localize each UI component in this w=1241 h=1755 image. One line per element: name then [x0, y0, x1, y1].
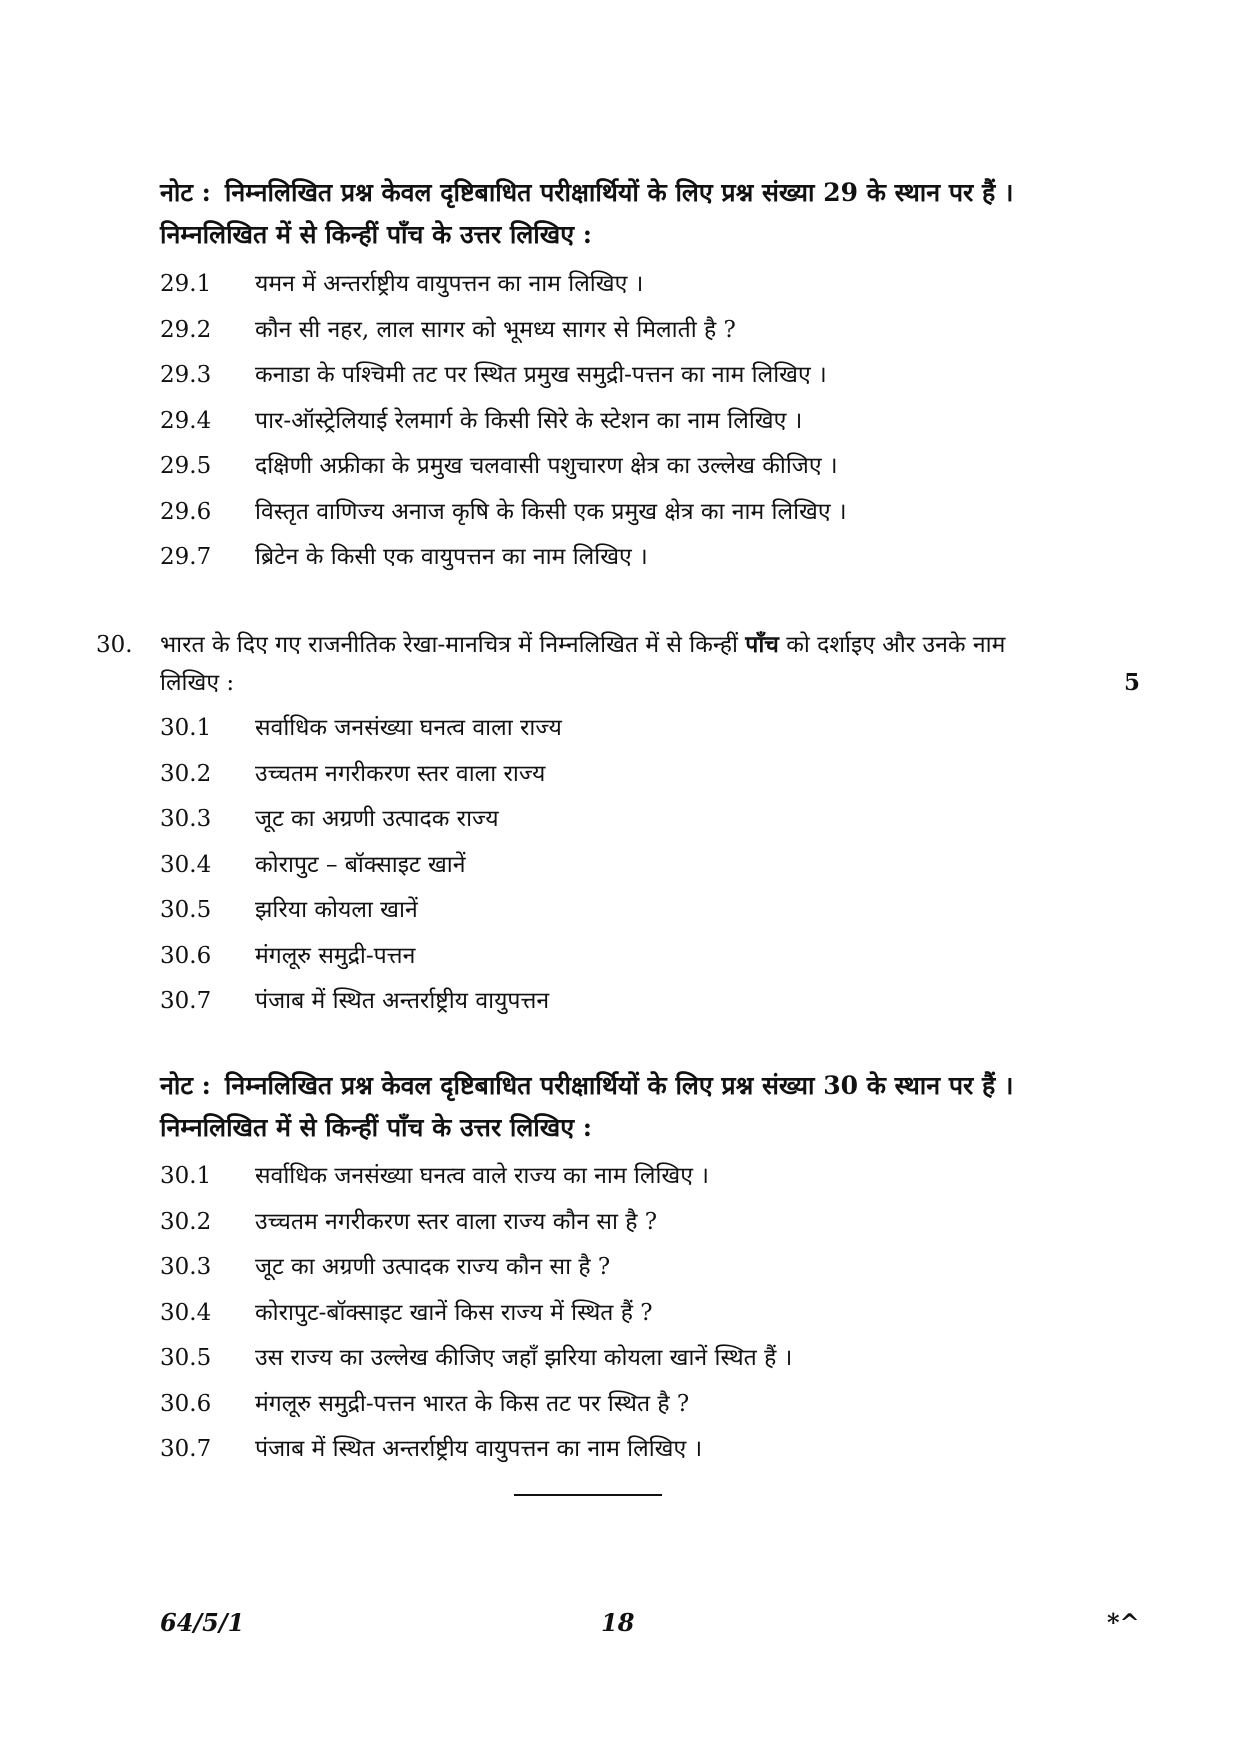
- item-number: 30.3: [160, 1254, 212, 1280]
- item-text: मंगलूरु समुद्री-पत्तन: [255, 942, 416, 969]
- item-number: 30.7: [160, 1436, 212, 1462]
- list-item: [160, 888, 1080, 934]
- note-text: निम्नलिखित प्रश्न केवल दृष्टिबाधित परीक्षार्थियों के लिए प्रश्न संख्या 30 के स्थान पर हैं ।: [224, 1071, 1014, 1100]
- end-rule: [514, 1494, 662, 1496]
- item-number: 30.1: [160, 715, 212, 741]
- item-text: झरिया कोयला खानें: [255, 897, 418, 923]
- item-text: मंगलूरु समुद्री-पत्तन भारत के किस तट पर स्थित है ?: [255, 1390, 690, 1417]
- item-text: जूट का अग्रणी उत्पादक राज्य: [255, 806, 499, 832]
- list-item: [160, 1336, 1080, 1382]
- item-text: कौन सी नहर, लाल सागर को भूमध्य सागर से मिलाती है ?: [255, 316, 736, 343]
- list-item: [160, 1154, 1080, 1200]
- list-item: [160, 1382, 1080, 1428]
- note-q30: [160, 1065, 1080, 1149]
- list-item: [160, 979, 1080, 1025]
- list-item: [160, 444, 1080, 490]
- question-marks: 5: [1124, 669, 1141, 696]
- note-label: नोट :: [160, 178, 211, 207]
- list-item: [160, 934, 1080, 980]
- note-instruction: निम्नलिखित में से किन्हीं पाँच के उत्तर लिखिए :: [160, 220, 592, 249]
- list-item: [160, 535, 1080, 581]
- note-q29: [160, 172, 1080, 256]
- list-item: [160, 353, 1080, 399]
- item-number: 29.7: [160, 544, 212, 570]
- list-item: [160, 752, 1080, 798]
- item-text: पंजाब में स्थित अन्तर्राष्ट्रीय वायुपत्तन का नाम लिखिए ।: [255, 1436, 703, 1462]
- set-mark: *^: [1107, 1608, 1140, 1637]
- item-number: 29.3: [160, 362, 212, 388]
- list-item: [160, 1200, 1080, 1246]
- item-number: 30.5: [160, 1345, 212, 1371]
- list-item: [160, 262, 1080, 308]
- item-number: 30.5: [160, 897, 212, 923]
- question-text-emphasis: पाँच: [745, 631, 779, 658]
- note-q30-line: [160, 1065, 1080, 1107]
- list-item: [160, 490, 1080, 536]
- list-item: [160, 797, 1080, 843]
- item-number: 30.1: [160, 1163, 212, 1189]
- item-number: 29.1: [160, 271, 212, 297]
- item-number: 30.6: [160, 1390, 212, 1417]
- item-text: सर्वाधिक जनसंख्या घनत्व वाले राज्य का नाम लिखिए ।: [255, 1163, 709, 1189]
- item-number: 30.3: [160, 806, 212, 832]
- item-number: 29.5: [160, 453, 212, 479]
- item-text: यमन में अन्तर्राष्ट्रीय वायुपत्तन का नाम लिखिए ।: [255, 271, 644, 297]
- item-text: पार-ऑस्ट्रेलियाई रेलमार्ग के किसी सिरे के स्टेशन का नाम लिखिए ।: [255, 407, 803, 434]
- list-item: [160, 706, 1080, 752]
- item-number: 30.2: [160, 760, 212, 787]
- item-number: 30.4: [160, 851, 212, 878]
- item-text: पंजाब में स्थित अन्तर्राष्ट्रीय वायुपत्तन: [255, 988, 550, 1014]
- item-number: 30.2: [160, 1208, 212, 1235]
- item-text: दक्षिणी अफ्रीका के प्रमुख चलवासी पशुचारण क्षेत्र का उल्लेख कीजिए ।: [255, 453, 838, 479]
- paper-code: 64/5/1: [160, 1608, 245, 1637]
- item-number: 30.6: [160, 942, 212, 969]
- question-text-line2: लिखिए :: [160, 670, 235, 696]
- item-text: कनाडा के पश्चिमी तट पर स्थित प्रमुख समुद्री-पत्तन का नाम लिखिए ।: [255, 362, 827, 388]
- question-text-before: भारत के दिए गए राजनीतिक रेखा-मानचित्र में निम्नलिखित में से किन्हीं: [160, 632, 746, 658]
- item-number: 30.4: [160, 1299, 212, 1326]
- item-text: उच्चतम नगरीकरण स्तर वाला राज्य: [255, 760, 546, 787]
- item-text: कोरापुट-बॉक्साइट खानें किस राज्य में स्थित हैं ?: [255, 1299, 653, 1326]
- item-number: 30.7: [160, 988, 212, 1014]
- list-item: [160, 843, 1080, 889]
- q29-vi-list: [160, 262, 1080, 581]
- item-text: विस्तृत वाणिज्य अनाज कृषि के किसी एक प्रमुख क्षेत्र का नाम लिखिए ।: [255, 498, 847, 525]
- item-text: उस राज्य का उल्लेख कीजिए जहाँ झरिया कोयला खानें स्थित हैं ।: [255, 1345, 793, 1371]
- note-text: निम्नलिखित प्रश्न केवल दृष्टिबाधित परीक्षार्थियों के लिए प्रश्न संख्या 29 के स्थान पर हैं ।: [224, 178, 1014, 207]
- question-text: [160, 626, 1060, 702]
- item-text: कोरापुट – बॉक्साइट खानें: [255, 851, 466, 878]
- q30-vi-list: [160, 1154, 1080, 1473]
- note-q29-line: [160, 172, 1080, 214]
- note-instruction: निम्नलिखित में से किन्हीं पाँच के उत्तर लिखिए :: [160, 1113, 592, 1142]
- question-number: 30.: [96, 632, 133, 658]
- question-text-after: को दर्शाइए और उनके नाम: [778, 632, 1006, 658]
- item-text: जूट का अग्रणी उत्पादक राज्य कौन सा है ?: [255, 1254, 611, 1280]
- list-item: [160, 1245, 1080, 1291]
- list-item: [160, 1427, 1080, 1473]
- item-text: ब्रिटेन के किसी एक वायुपत्तन का नाम लिखिए ।: [255, 544, 648, 570]
- note-label: नोट :: [160, 1071, 211, 1100]
- item-number: 29.4: [160, 407, 212, 434]
- item-number: 29.6: [160, 498, 212, 525]
- item-number: 29.2: [160, 316, 212, 343]
- item-text: सर्वाधिक जनसंख्या घनत्व वाला राज्य: [255, 715, 562, 741]
- list-item: [160, 399, 1080, 445]
- list-item: [160, 308, 1080, 354]
- q30-list: [160, 706, 1080, 1025]
- page-number: 18: [601, 1608, 635, 1637]
- list-item: [160, 1291, 1080, 1337]
- item-text: उच्चतम नगरीकरण स्तर वाला राज्य कौन सा है ?: [255, 1208, 658, 1235]
